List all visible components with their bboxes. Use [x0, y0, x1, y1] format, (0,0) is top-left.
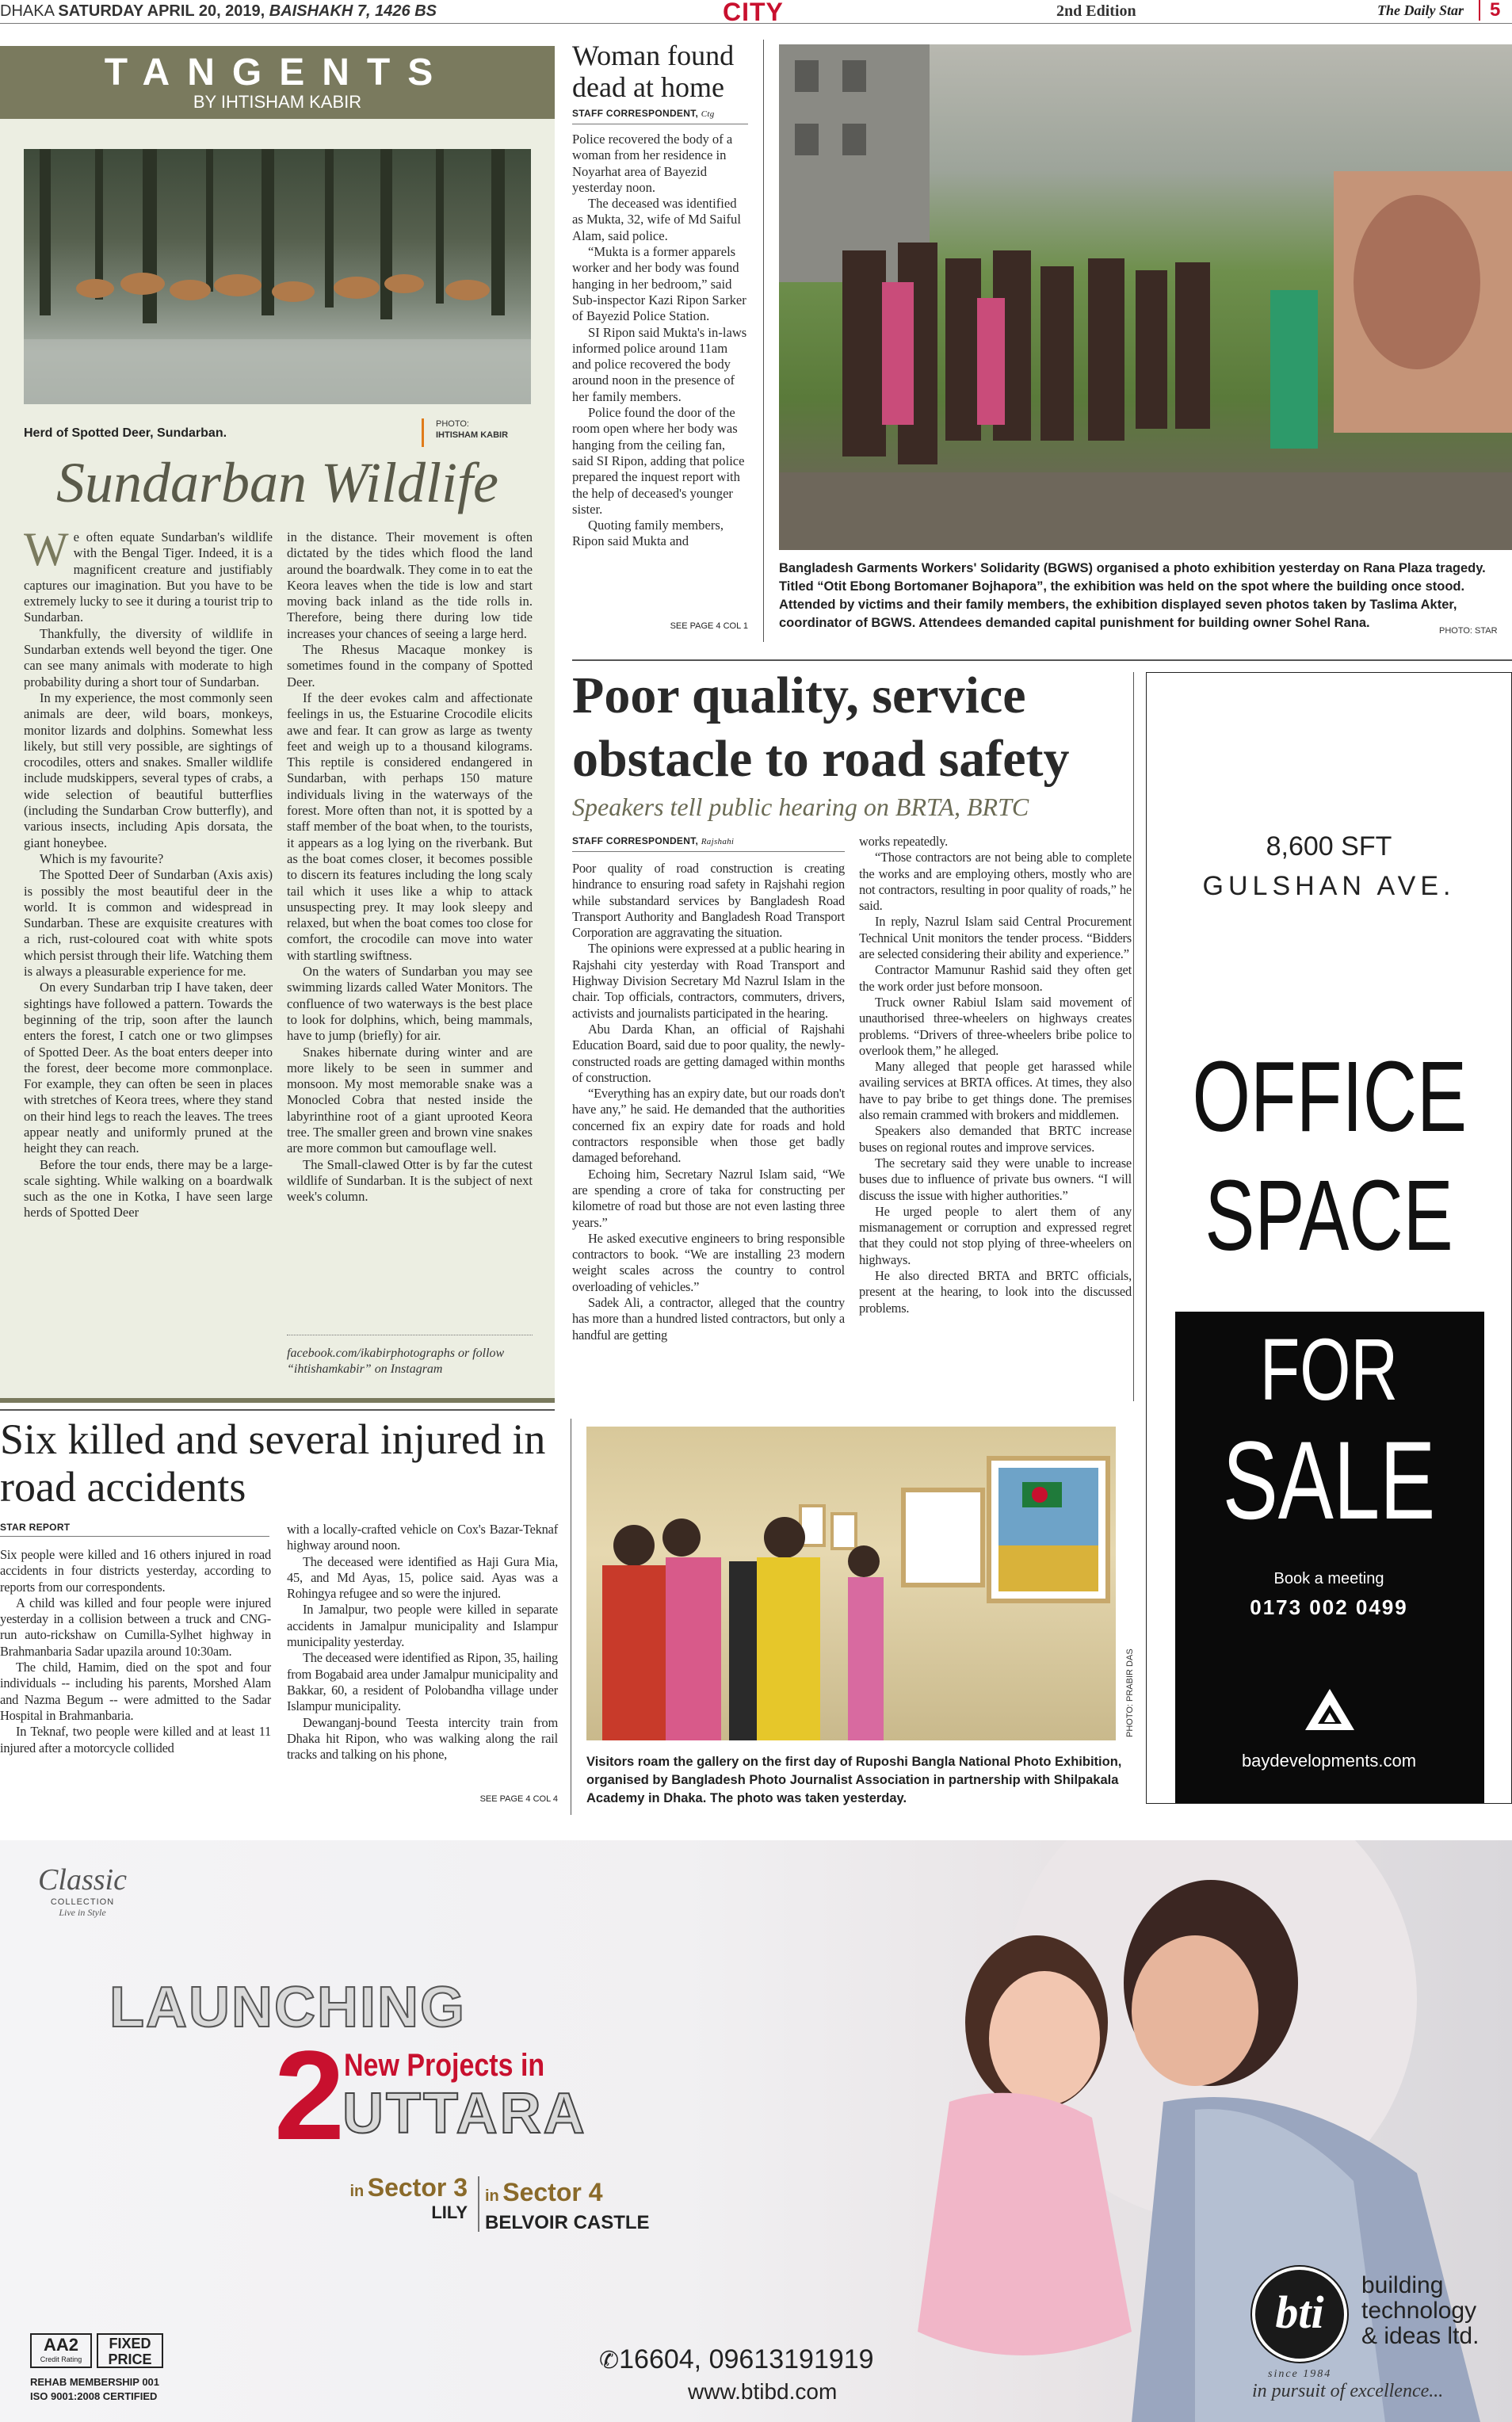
tangents-social-link[interactable]: facebook.com/ikabirphotographs or follow “ihtishamkabir” on Instagram	[287, 1347, 505, 1376]
road-byline: STAFF CORRESPONDENT, Rajshahi	[572, 835, 735, 846]
office-ad-phone[interactable]: 0173 002 0499	[1250, 1595, 1408, 1619]
accidents-col-1: Six people were killed and 16 others injured in road accidents in four districts yesterday, according to reports from our correspondents. A child was killed and four people were injured yesterday in a collision between a truck and CNG-run auto-rickshaw on Cumilla-Sylhet highway in Brahmanbaria Sadar upazila around 10:30am. The child, Hamim, died on the spot and four individuals -- including his parents, Morshed Alam and Nazma Begum -- were admitted to the Sadar Hospital in Brahmanbaria. In Teknaf, two people were killed and at least 11 injured after a motorcycle collided	[0, 1547, 271, 1755]
rehab-membership: REHAB MEMBERSHIP 001	[30, 2376, 160, 2388]
woman-headline: Woman found dead at home	[572, 40, 735, 103]
woman-byline: STAFF CORRESPONDENT, Ctg	[572, 108, 715, 119]
office-ad-line3: FOR	[1259, 1321, 1399, 1419]
accidents-headline: Six killed and several injured in road accidents	[0, 1415, 546, 1511]
bti-logo: bti	[1252, 2267, 1347, 2362]
tangents-headline: Sundarban Wildlife	[56, 451, 498, 514]
rana-plaza-caption: Bangladesh Garments Workers' Solidarity (BGWS) organised a photo exhibition yesterday on Rana Plaza tragedy. Titled “Otit Ebong Bortomaner Bojhapora”, the exhibition was held on the spot where the building once stood. Attended by victims and their family members, the exhibition displayed seven photos taken by Taslima Akter, coordinator of BGWS. Attendees demanded capital punishment for building owner Sohel Rana.	[779, 561, 1486, 630]
office-ad-line2: SPACE	[1205, 1159, 1453, 1271]
gallery-photo-credit: PHOTO: PRABIR DAS	[1125, 1648, 1135, 1737]
tangents-byline: BY IHTISHAM KABIR	[193, 92, 362, 112]
tangents-col-1: We often equate Sundarban's wildlife with the Bengal Tiger. Indeed, it is a magnificent creature and justifiably captures our imagination. But you have to be extremely lucky to see it during a tourist trip to Sundarban. Thankfully, the diversity of wildlife in Sundarban extends well beyond the tiger. One can see many animals with moderate to high probability during a short tour of Sundarban. In my experience, the most commonly seen animals are deer, wild boars, monkeys, monitor lizards and dolphins. Somewhat less likely, but still very possible, are sightings of crocodiles, otters and snakes. Smaller wildlife include mudskippers, several types of crabs, a wide selection of beautiful butterflies (including the Sundarban Crow butterfly), and various insects, including Apis dorsata, the giant honeybee. Which is my favourite? The Spotted Deer of Sundarban (Axis axis) is possibly the most beautiful deer in the world. It is common and widespread in Sundarban. These are exquisite creatures with a rich, rust-coloured coat with white spots which persist through their life. Watching them is always a pleasurable experience for me. On every Sundarban trip I have taken, deer sightings have followed a pattern. Towards the beginning of the trip, soon after the launch enters the forest, I catch one or two glimpses of Spotted Deer. As the boat enters deeper into the forest, deer become more commonplace. For example, they can often be seen in places with stretches of Keora trees, where they stand on their hind legs to reach the leaves. The trees appear neatly and uniformly pruned at the height they can reach. Before the tour ends, there may be a large-scale sighting. While walking on a boardwalk such as the one in Kotka, I have seen large herds of Spotted Deer	[24, 523, 273, 1221]
office-ad-website[interactable]: baydevelopments.com	[1241, 1751, 1417, 1771]
gallery-caption: Visitors roam the gallery on the first day of Ruposhi Bangla National Photo Exhibition, organised by Bangladesh Photo Journalist Association in partnership with Shilpakala Academy in Dhaka. The photo was taken yesterday.	[586, 1755, 1122, 1805]
rana-plaza-photo	[779, 44, 1512, 550]
paper-name: The Daily Star	[1377, 2, 1464, 18]
tangents-col-2: in the distance. Their movement is often dictated by the tides which flood the land around the boardwalk. They come in to eat the Keora leaves when the tide is low and start moving back inland as the tide rolls in. Therefore, being there during low tide increases your chances of seeing a large herd. The Rhesus Macaque monkey is sometimes found in the company of Spotted Deer. If the deer evokes calm and affectionate feelings in us, the Estuarine Crocodile elicits awe and fear. It can grow as large as twenty feet and weigh up to a thousand kilograms. This reptile is considered endangered in Sundarban, with perhaps 150 mature individuals living in the waterways of the forest. More often than not, it is spotted by a staff member of the boat when, to the tourists, it appears as a log lying on the riverbank. But as the boat comes closer, it becomes possible to discern its features including the long scaly tail which it uses like a whip to attack unsuspecting prey. It may look sleepy and relaxed, but when the boat comes too close for comfort, the crocodile can move into water with startling swiftness. On the waters of Sundarban you may see swimming lizards called Water Monitors. The confluence of two waterways is the best place to look for dolphins, which, being mammals, have to jump (briefly) for air. Snakes hibernate during winter and are more likely to be seen in summer and monsoon. My most memorable snake was a Monocled Cobra that nested inside the labyrinthine root of a giant uprooted Keora tree. The smaller green and brown vine snakes are more common but camouflage well. The Small-clawed Otter is by far the cutest wildlife of Sundarban. It is the subject of next week's column.	[287, 529, 533, 1205]
masthead-city: DHAKA	[0, 2, 54, 20]
section-title: CITY	[723, 0, 784, 26]
deer-photo-caption: Herd of Spotted Deer, Sundarban.	[24, 426, 227, 440]
bti-since: since 1984	[1268, 2368, 1332, 2380]
accidents-col-2: with a locally-crafted vehicle on Cox's Bazar-Teknaf highway around noon. The deceased were identified as Haji Gura Mia, 45, and Md Ayas, 15, police said. Ayas was a Rohingya refugee and so were the injured. In Jamalpur, two people were killed in separate accidents in Jamalpur municipality and Islampur municipality yesterday. The deceased were identified as Ripon, 35, hailing from Bogabaid area under Jamalpur municipality and Bakkar, 60, a resident of Polobandha village under Islampur municipality. Dewanganj-bound Teesta intercity train from Dhaka hit Ripon, who was walking along the rail tracks and talking on his phone,	[287, 1522, 558, 1763]
road-col-1: Poor quality of road construction is creating hindrance to ensuring road safety in Rajshahi region while substandard services by Bangladesh Road Transport Authority and Bangladesh Road Transport Corporation are aggravating the situation. The opinions were expressed at a public hearing in Rajshahi city yesterday with Road Transport and Highway Division Secretary Md Nazrul Islam in the chair. Top officials, contractors, commuters, drivers, activists and journalists participated in the hearing. Abu Darda Khan, an official of Rajshahi Education Board, said due to poor quality, the newly-constructed roads are getting damaged within months of construction. “Everything has an expiry date, but our roads don't have any,” he said. He demanded that the authorities concerned fix an expiry date for roads and hold contractors responsible when those get badly damaged beforehand. Echoing him, Secretary Nazrul Islam said, “We are spending a crore of taka for constructing per kilometre of road but those are not even lasting three years.” He asked executive engineers to bring responsible contractors to book. “We are installing 23 modern weight scales across the country to control overloading of vehicles.” Sadek Ali, a contractor, alleged that the country has more than a hundred listed contractors, but only a handful are getting	[572, 861, 845, 1343]
phone-icon: ✆	[599, 2348, 620, 2374]
office-ad-line1: OFFICE	[1192, 1041, 1467, 1152]
rana-plaza-credit: PHOTO: STAR	[1439, 626, 1498, 636]
masthead-date: SATURDAY APRIL 20, 2019,	[58, 2, 265, 20]
office-space-ad[interactable]	[1146, 672, 1512, 1804]
office-ad-location: GULSHAN AVE.	[1202, 871, 1456, 901]
woman-see-page[interactable]: SEE PAGE 4 COL 1	[670, 621, 748, 631]
bay-logo-icon	[1302, 1686, 1357, 1733]
accidents-see-page[interactable]: SEE PAGE 4 COL 4	[479, 1794, 558, 1804]
bti-company-name: building technology & ideas ltd.	[1361, 2272, 1480, 2349]
woman-story: Police recovered the body of a woman from her residence in Noyarhat area of Bayezid yesterday noon. The deceased was identified as Mukta, 32, wife of Md Saiful Alam, said police. “Mukta is a former apparels worker and her body was found hanging in her bedroom,” said Sub-inspector Kazi Ripon Sarker of Bayezid Police Station. SI Ripon said Mukta's in-laws informed police around 11am and police recovered the body around noon in the presence of her family members. Police found the door of the room open where her body was hanging from the ceiling fan, said SI Ripon, adding that police prepared the inquest report with the help of deceased's younger sister. Quoting family members, Ripon said Mukta and	[572, 132, 747, 549]
road-col-2: works repeatedly. “Those contractors are not being able to complete the works and are employing others, mostly who are not contractors, resulting in poor quality of roads,” he said. In reply, Nazrul Islam said Central Procurement Technical Unit monitors the tender process. “Bidders are selected considering their ability and experience.” Contractor Mamunur Rashid said they often get the work order just before monsoon. Truck owner Rabiul Islam said movement of unauthorised three-wheelers on highways creates problems. “Drivers of three-wheelers bribe police to overlook them,” he alleged. Many alleged that people get harassed while availing services at BRTA offices. At times, they also have to pay bribe to get things done. The premises also remain crammed with brokers and middlemen. Speakers also demanded that BRTC increase buses on regional routes and improve services. The secretary said they were unable to increase buses due to influence of private bus owners. “I will discuss the issue with higher authorities.” He urged people to alert them of any mismanagement or corruption and expressed regret that they could not stop plying of three-wheelers on highways. He also directed BRTA and BRTC officials, present at the hearing, to look into the discussed problems.	[859, 834, 1132, 1316]
iso-certification: ISO 9001:2008 CERTIFIED	[30, 2390, 158, 2402]
page-number: 5	[1490, 0, 1501, 21]
masthead	[0, 0, 1512, 24]
road-subhead: Speakers tell public hearing on BRTA, BRTC	[572, 793, 1029, 821]
accidents-byline: STAR REPORT	[0, 1522, 71, 1533]
tangents-panel	[0, 46, 555, 1403]
tangents-title: TANGENTS	[104, 52, 451, 94]
bti-ad[interactable]	[0, 1840, 1512, 2422]
bti-tagline: in pursuit of excellence...	[1252, 2381, 1444, 2401]
new-projects-text: New Projects in	[344, 2048, 545, 2083]
fixed-price-badge: FIXED PRICE	[97, 2333, 163, 2368]
masthead-bengali-date: BAISHAKH 7, 1426 BS	[269, 2, 437, 20]
gallery-photo	[586, 1427, 1116, 1740]
deer-photo	[24, 149, 531, 404]
project-lily: in Sector 3 LILY	[349, 2173, 468, 2222]
office-ad-cta: Book a meeting	[1273, 1570, 1384, 1587]
office-ad-line4: SALE	[1222, 1418, 1436, 1542]
bti-phone[interactable]: ✆16604, 09613191919	[599, 2344, 874, 2374]
launching-text: LAUNCHING	[109, 1976, 466, 2039]
bti-website[interactable]: www.btibd.com	[688, 2379, 838, 2404]
classic-logo: Classic COLLECTION Live in Style	[38, 1863, 127, 1918]
road-headline: Poor quality, service obstacle to road safety	[572, 667, 1070, 788]
deer-photo-credit: PHOTO: IHTISHAM KABIR	[436, 419, 509, 440]
office-ad-area: 8,600 SFT	[1266, 831, 1392, 861]
edition: 2nd Edition	[1056, 2, 1136, 20]
uttara-text: UTTARA	[342, 2082, 587, 2145]
projects-count: 2	[274, 2024, 345, 2166]
credit-rating-badge: AA2 Credit Rating	[30, 2333, 92, 2368]
project-belvoir: in Sector 4 BELVOIR CASTLE	[485, 2178, 650, 2233]
